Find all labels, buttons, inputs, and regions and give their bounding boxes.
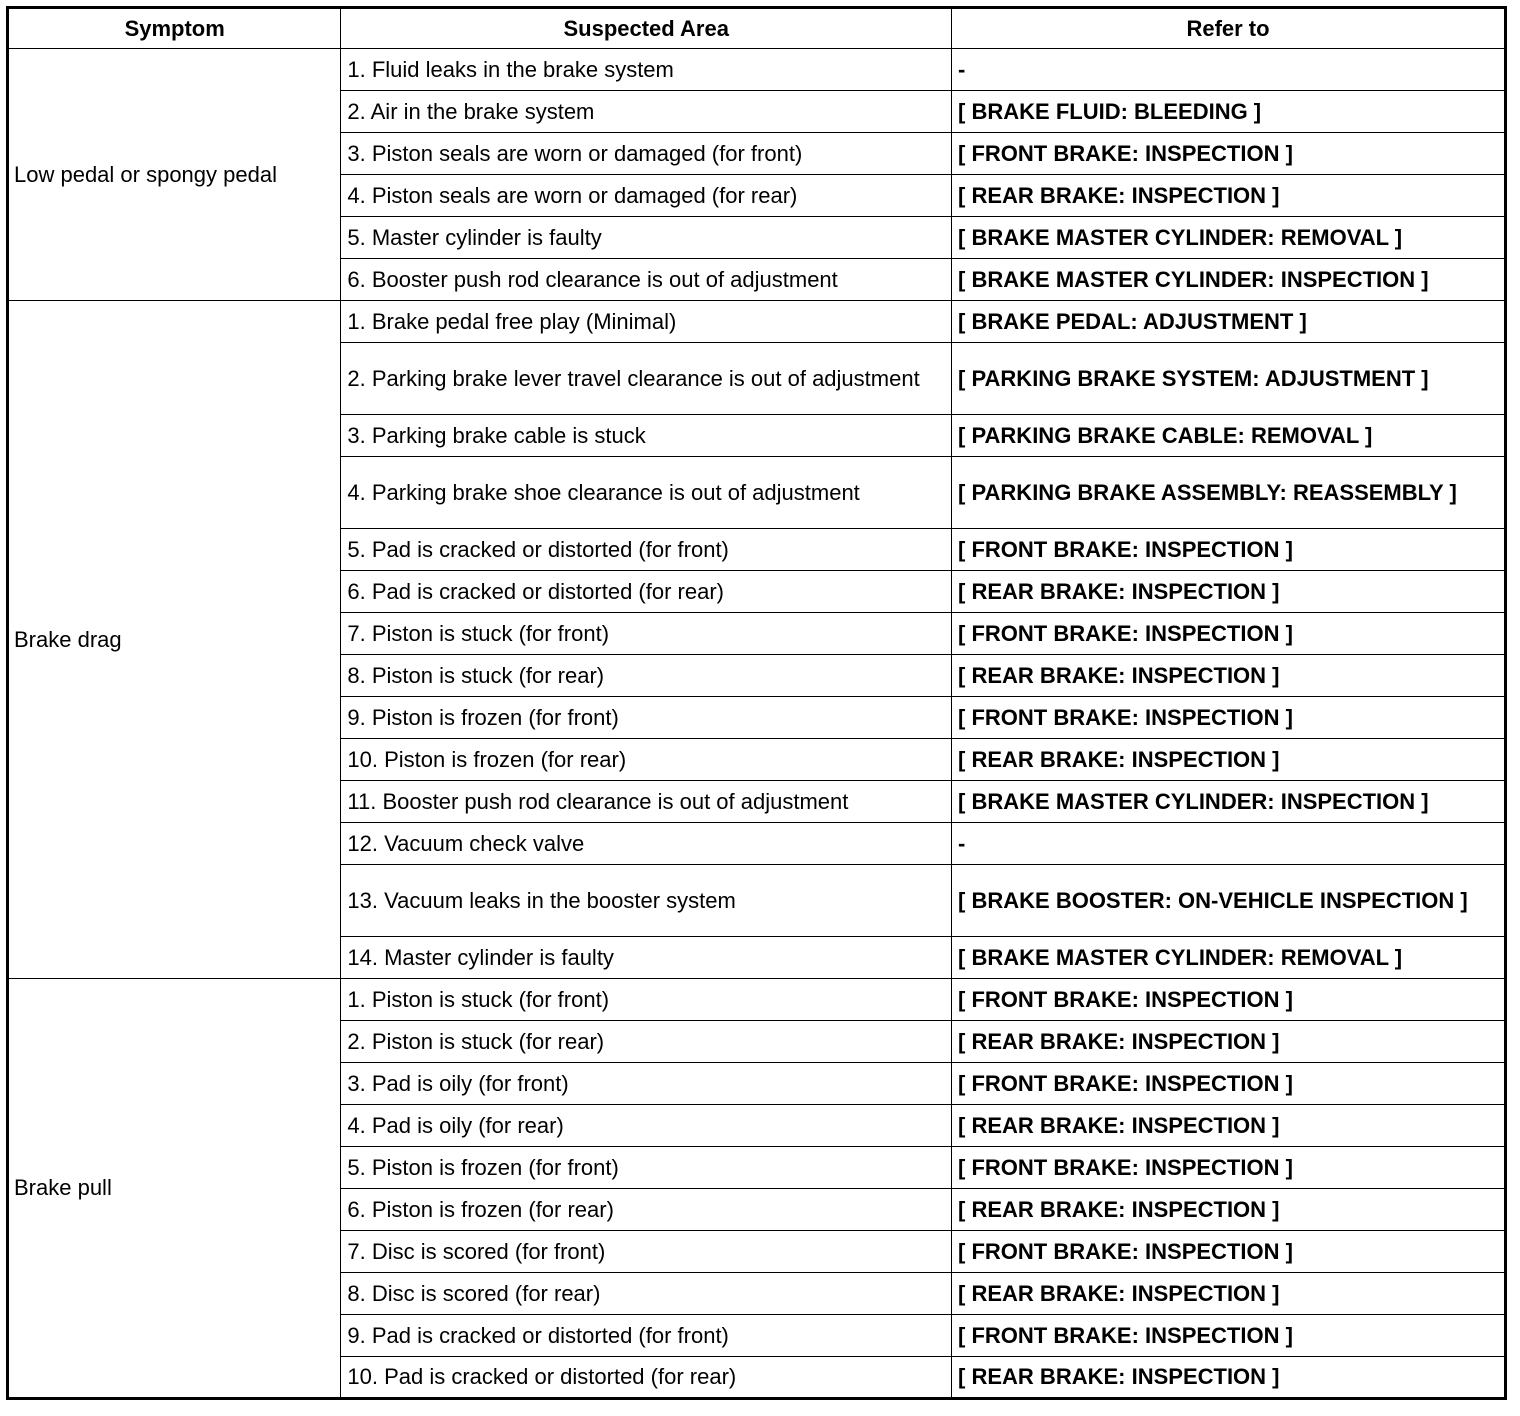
- suspected-area-cell: 5. Master cylinder is faulty: [341, 217, 952, 259]
- refer-to-cell: [ FRONT BRAKE: INSPECTION ]: [952, 1063, 1506, 1105]
- suspected-area-cell: 1. Fluid leaks in the brake system: [341, 49, 952, 91]
- suspected-area-cell: 4. Pad is oily (for rear): [341, 1105, 952, 1147]
- header-refer-to: Refer to: [952, 8, 1506, 49]
- refer-to-cell: [ REAR BRAKE: INSPECTION ]: [952, 1189, 1506, 1231]
- refer-to-cell: [ FRONT BRAKE: INSPECTION ]: [952, 613, 1506, 655]
- table-body: [8, 49, 1506, 1399]
- suspected-area-cell: 6. Pad is cracked or distorted (for rear): [341, 571, 952, 613]
- suspected-area-cell: 8. Piston is stuck (for rear): [341, 655, 952, 697]
- suspected-area-cell: 2. Air in the brake system: [341, 91, 952, 133]
- table-row: [8, 49, 1506, 91]
- refer-to-cell: [ REAR BRAKE: INSPECTION ]: [952, 1105, 1506, 1147]
- refer-to-cell: -: [952, 49, 1506, 91]
- suspected-area-cell: 11. Booster push rod clearance is out of adjustment: [341, 781, 952, 823]
- refer-to-cell: [ REAR BRAKE: INSPECTION ]: [952, 1273, 1506, 1315]
- suspected-area-cell: 14. Master cylinder is faulty: [341, 937, 952, 979]
- suspected-area-cell: 10. Pad is cracked or distorted (for rear): [341, 1357, 952, 1399]
- symptom-cell: Brake pull: [8, 979, 341, 1399]
- refer-to-cell: [ BRAKE MASTER CYLINDER: REMOVAL ]: [952, 937, 1506, 979]
- suspected-area-cell: 13. Vacuum leaks in the booster system: [341, 865, 952, 937]
- refer-to-cell: [ REAR BRAKE: INSPECTION ]: [952, 739, 1506, 781]
- refer-to-cell: [ PARKING BRAKE SYSTEM: ADJUSTMENT ]: [952, 343, 1506, 415]
- refer-to-cell: [ REAR BRAKE: INSPECTION ]: [952, 175, 1506, 217]
- suspected-area-cell: 12. Vacuum check valve: [341, 823, 952, 865]
- refer-to-cell: [ FRONT BRAKE: INSPECTION ]: [952, 133, 1506, 175]
- suspected-area-cell: 3. Parking brake cable is stuck: [341, 415, 952, 457]
- refer-to-cell: [ FRONT BRAKE: INSPECTION ]: [952, 1147, 1506, 1189]
- suspected-area-cell: 1. Brake pedal free play (Minimal): [341, 301, 952, 343]
- refer-to-cell: [ REAR BRAKE: INSPECTION ]: [952, 655, 1506, 697]
- refer-to-cell: [ BRAKE MASTER CYLINDER: INSPECTION ]: [952, 781, 1506, 823]
- refer-to-cell: [ REAR BRAKE: INSPECTION ]: [952, 1021, 1506, 1063]
- suspected-area-cell: 4. Piston seals are worn or damaged (for rear): [341, 175, 952, 217]
- refer-to-cell: [ REAR BRAKE: INSPECTION ]: [952, 571, 1506, 613]
- table-row: [8, 301, 1506, 343]
- symptom-cell: Low pedal or spongy pedal: [8, 49, 341, 301]
- suspected-area-cell: 7. Piston is stuck (for front): [341, 613, 952, 655]
- refer-to-cell: [ BRAKE PEDAL: ADJUSTMENT ]: [952, 301, 1506, 343]
- refer-to-cell: [ BRAKE MASTER CYLINDER: INSPECTION ]: [952, 259, 1506, 301]
- header-suspected-area: Suspected Area: [341, 8, 952, 49]
- refer-to-cell: [ PARKING BRAKE CABLE: REMOVAL ]: [952, 415, 1506, 457]
- symptom-cell: Brake drag: [8, 301, 341, 979]
- refer-to-cell: [ FRONT BRAKE: INSPECTION ]: [952, 1231, 1506, 1273]
- suspected-area-cell: 9. Piston is frozen (for front): [341, 697, 952, 739]
- suspected-area-cell: 7. Disc is scored (for front): [341, 1231, 952, 1273]
- suspected-area-cell: 9. Pad is cracked or distorted (for front): [341, 1315, 952, 1357]
- suspected-area-cell: 8. Disc is scored (for rear): [341, 1273, 952, 1315]
- refer-to-cell: [ BRAKE MASTER CYLINDER: REMOVAL ]: [952, 217, 1506, 259]
- suspected-area-cell: 10. Piston is frozen (for rear): [341, 739, 952, 781]
- refer-to-cell: [ BRAKE FLUID: BLEEDING ]: [952, 91, 1506, 133]
- suspected-area-cell: 6. Piston is frozen (for rear): [341, 1189, 952, 1231]
- suspected-area-cell: 6. Booster push rod clearance is out of adjustment: [341, 259, 952, 301]
- suspected-area-cell: 4. Parking brake shoe clearance is out of adjustment: [341, 457, 952, 529]
- troubleshooting-table: [6, 6, 1507, 1400]
- refer-to-cell: [ BRAKE BOOSTER: ON-VEHICLE INSPECTION ]: [952, 865, 1506, 937]
- refer-to-cell: [ FRONT BRAKE: INSPECTION ]: [952, 1315, 1506, 1357]
- refer-to-cell: [ FRONT BRAKE: INSPECTION ]: [952, 697, 1506, 739]
- table-header: [8, 8, 1506, 49]
- refer-to-cell: -: [952, 823, 1506, 865]
- suspected-area-cell: 5. Pad is cracked or distorted (for front): [341, 529, 952, 571]
- refer-to-cell: [ REAR BRAKE: INSPECTION ]: [952, 1357, 1506, 1399]
- suspected-area-cell: 3. Piston seals are worn or damaged (for front): [341, 133, 952, 175]
- suspected-area-cell: 3. Pad is oily (for front): [341, 1063, 952, 1105]
- header-row: [8, 8, 1506, 49]
- refer-to-cell: [ FRONT BRAKE: INSPECTION ]: [952, 979, 1506, 1021]
- header-symptom: Symptom: [8, 8, 341, 49]
- suspected-area-cell: 5. Piston is frozen (for front): [341, 1147, 952, 1189]
- refer-to-cell: [ FRONT BRAKE: INSPECTION ]: [952, 529, 1506, 571]
- table-row: [8, 979, 1506, 1021]
- suspected-area-cell: 2. Piston is stuck (for rear): [341, 1021, 952, 1063]
- refer-to-cell: [ PARKING BRAKE ASSEMBLY: REASSEMBLY ]: [952, 457, 1506, 529]
- suspected-area-cell: 2. Parking brake lever travel clearance is out of adjustment: [341, 343, 952, 415]
- suspected-area-cell: 1. Piston is stuck (for front): [341, 979, 952, 1021]
